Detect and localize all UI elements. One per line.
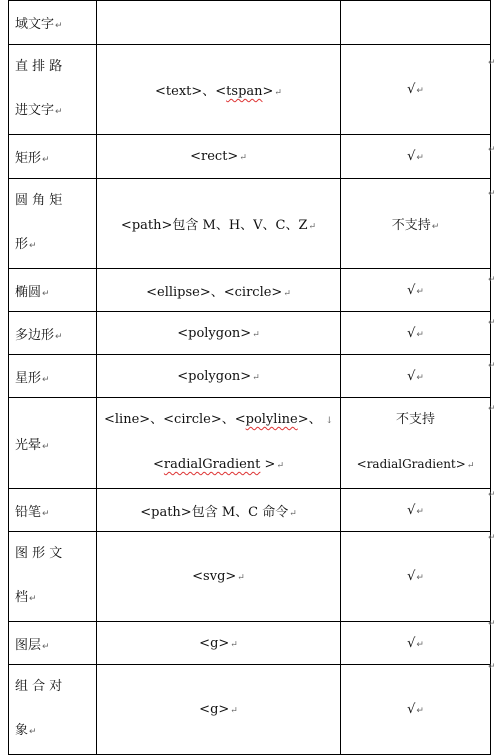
svg-element-cell	[97, 665, 341, 755]
row-end-mark-icon: ↵	[488, 533, 496, 543]
support-status: 不支持	[395, 412, 435, 427]
row-label: 直 排 路	[15, 59, 63, 74]
row-label-cell	[9, 179, 97, 269]
svg-element-text	[177, 369, 260, 384]
row-label: 组 合 对	[15, 679, 63, 694]
table-row	[9, 269, 491, 312]
paragraph-mark-icon: ↵	[29, 727, 37, 737]
support-status-cell	[341, 45, 491, 135]
svg-element-cell	[97, 1, 341, 45]
svg-element-text	[121, 218, 316, 233]
row-end-mark-icon: ↵	[488, 275, 496, 285]
table-row	[9, 355, 491, 398]
row-end-mark-icon: ↵	[488, 145, 496, 155]
text-run: <g>	[199, 702, 230, 717]
spellcheck-word: radialGradient	[163, 457, 261, 472]
paragraph-mark-icon: ↵	[416, 573, 424, 583]
paragraph-mark-icon: ↵	[42, 441, 50, 452]
row-label-cell	[9, 269, 97, 312]
text-run: <path>包含 M、H、V、C、Z	[120, 218, 308, 233]
support-status: √↵	[407, 82, 424, 97]
row-label-cell	[9, 532, 97, 622]
svg-element-text	[103, 443, 334, 488]
svg-element-cell	[97, 532, 341, 622]
row-label: 多边形↵	[15, 327, 63, 343]
row-label: 星形↵	[15, 370, 50, 386]
paragraph-mark-icon: ↵	[29, 594, 37, 604]
text-run: <g>	[199, 635, 230, 651]
table-row	[9, 489, 491, 532]
svg-element-cell	[97, 398, 341, 489]
svg-element-cell	[97, 45, 341, 135]
paragraph-mark-icon: ↵	[276, 461, 284, 471]
row-label-cell	[9, 355, 97, 398]
support-status: √↵	[407, 569, 424, 584]
svg-element-cell	[97, 269, 341, 312]
paragraph-mark-icon: ↵	[252, 329, 260, 340]
support-status-cell	[341, 179, 491, 269]
svg-element-cell	[97, 622, 341, 665]
row-label: 椭圆↵	[15, 284, 50, 300]
line-break-icon: ↓	[322, 416, 333, 426]
text-run: <svg>	[192, 569, 237, 584]
table-row	[9, 1, 491, 45]
table-row	[9, 532, 491, 622]
svg-element-text	[190, 149, 247, 164]
row-end-mark-icon: ↵	[488, 189, 496, 199]
row-label: 光晕↵	[15, 437, 50, 453]
row-label: 矩形↵	[15, 151, 50, 166]
spellcheck-word: polyline	[245, 412, 298, 427]
support-status: √↵	[407, 149, 424, 164]
text-run: >	[260, 457, 276, 472]
support-status: √↵	[407, 325, 424, 341]
row-end-mark-icon: ↵	[488, 361, 496, 371]
row-label: 域文字↵	[15, 17, 63, 32]
paragraph-mark-icon: ↵	[42, 155, 50, 165]
paragraph-mark-icon: ↵	[252, 372, 260, 383]
paragraph-mark-icon: ↵	[416, 506, 424, 517]
paragraph-mark-icon: ↵	[466, 461, 475, 471]
row-label: 圆 角 矩	[15, 193, 63, 208]
paragraph-mark-icon: ↵	[416, 329, 424, 340]
support-status: √↵	[407, 368, 424, 384]
paragraph-mark-icon: ↵	[416, 86, 424, 96]
row-label: 形↵	[15, 237, 37, 252]
row-label: 图 形 文	[15, 546, 63, 561]
svg-element-text	[192, 569, 245, 584]
support-status-cell	[341, 622, 491, 665]
support-status-cell	[341, 1, 491, 45]
table-row	[9, 398, 491, 489]
row-label-cell	[9, 1, 97, 45]
row-end-mark-icon: ↵	[488, 619, 496, 629]
support-status-cell	[341, 665, 491, 755]
support-status: <radialGradient>↵	[356, 457, 475, 471]
row-label-cell	[9, 45, 97, 135]
paragraph-mark-icon: ↵	[416, 372, 424, 383]
paragraph-mark-icon: ↵	[239, 153, 247, 163]
support-status-cell	[341, 355, 491, 398]
paragraph-mark-icon: ↵	[55, 21, 63, 31]
row-label-cell	[9, 135, 97, 179]
support-status: √↵	[407, 282, 424, 298]
text-run: <ellipse>、<circle>	[146, 284, 283, 300]
paragraph-mark-icon: ↵	[42, 641, 50, 652]
table-row	[9, 179, 491, 269]
paragraph-mark-icon: ↵	[230, 639, 238, 650]
table-body	[9, 1, 491, 755]
table-row	[9, 312, 491, 355]
paragraph-mark-icon: ↵	[42, 288, 50, 299]
support-status-cell	[341, 269, 491, 312]
paragraph-mark-icon: ↵	[308, 222, 317, 232]
row-label: 铅笔↵	[15, 504, 50, 520]
row-label-cell	[9, 312, 97, 355]
svg-element-text	[140, 505, 297, 520]
row-label-cell	[9, 489, 97, 532]
row-end-mark-icon: ↵	[488, 404, 496, 414]
paragraph-mark-icon: ↵	[55, 107, 63, 117]
row-label: 象↵	[15, 723, 37, 738]
table-row	[9, 45, 491, 135]
support-status: 不支持↵	[391, 218, 440, 233]
paragraph-mark-icon: ↵	[237, 573, 245, 583]
svg-element-cell	[97, 135, 341, 179]
support-status-cell	[341, 398, 491, 489]
support-status: √↵	[407, 702, 424, 717]
svg-element-cell	[97, 489, 341, 532]
paragraph-mark-icon: ↵	[29, 241, 37, 251]
text-run: <polygon>	[177, 325, 252, 341]
support-status: √↵	[407, 502, 424, 518]
paragraph-mark-icon: ↵	[283, 288, 291, 299]
text-run: <polygon>	[177, 368, 252, 384]
svg-element-text	[103, 398, 334, 443]
row-end-mark-icon: ↵	[488, 318, 496, 328]
text-run: <rect>	[190, 149, 239, 164]
text-run: <path>包含 M、C 命令	[140, 504, 289, 520]
text-run: <	[153, 457, 164, 472]
row-label: 图层↵	[15, 637, 50, 653]
support-status-cell	[341, 489, 491, 532]
table-row	[9, 622, 491, 665]
table-row	[9, 135, 491, 179]
support-status: √↵	[407, 635, 424, 651]
row-end-mark-icon: ↵	[488, 662, 496, 672]
paragraph-mark-icon: ↵	[55, 331, 63, 342]
row-label-cell	[9, 398, 97, 489]
paragraph-mark-icon: ↵	[416, 706, 424, 716]
paragraph-mark-icon: ↵	[416, 153, 424, 163]
spellcheck-word: tspan	[226, 84, 263, 99]
text-run: <line>、<circle>、<	[104, 412, 246, 427]
paragraph-mark-icon: ↵	[42, 374, 50, 385]
row-end-mark-icon: ↵	[488, 490, 496, 500]
svg-element-cell	[97, 312, 341, 355]
svg-element-text	[146, 285, 291, 300]
row-end-mark-icon: ↵	[488, 58, 496, 68]
table-row	[9, 665, 491, 755]
svg-element-cell	[97, 179, 341, 269]
paragraph-mark-icon: ↵	[42, 508, 50, 519]
svg-element-text	[199, 702, 238, 717]
support-status-cell	[341, 135, 491, 179]
paragraph-mark-icon: ↵	[274, 88, 282, 98]
paragraph-mark-icon: ↵	[431, 222, 440, 232]
document-table	[8, 0, 491, 755]
row-label-cell	[9, 665, 97, 755]
row-label: 档↵	[15, 590, 37, 605]
support-status-cell	[341, 532, 491, 622]
paragraph-mark-icon: ↵	[289, 508, 297, 519]
svg-element-cell	[97, 355, 341, 398]
text-run: >、	[297, 412, 322, 427]
text-run: >	[262, 84, 274, 99]
svg-element-text	[155, 84, 282, 99]
paragraph-mark-icon: ↵	[416, 639, 424, 650]
support-status-cell	[341, 312, 491, 355]
row-label-cell	[9, 622, 97, 665]
text-run: <text>、<	[155, 84, 227, 99]
svg-element-text	[177, 326, 260, 341]
paragraph-mark-icon: ↵	[416, 286, 424, 297]
paragraph-mark-icon: ↵	[230, 706, 238, 716]
svg-element-text	[199, 636, 238, 651]
row-label: 进文字↵	[15, 103, 63, 118]
